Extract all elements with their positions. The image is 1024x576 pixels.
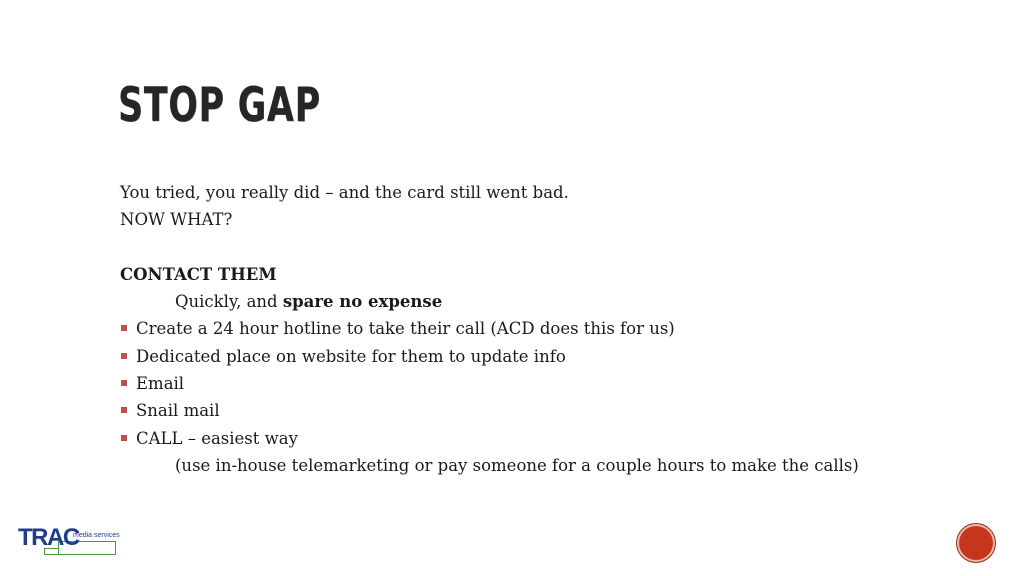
logo-brand: TRAC bbox=[18, 524, 79, 551]
bullet-item-email bbox=[120, 370, 980, 397]
final-note: (use in-house telemarketing or pay someone for a couple hours to make the calls) bbox=[175, 455, 859, 475]
sub-line-prefix: Quickly, and bbox=[175, 292, 283, 312]
bullet-icon bbox=[121, 380, 127, 386]
trac-logo bbox=[18, 526, 118, 558]
page-number-badge bbox=[957, 524, 995, 562]
intro-line-2: NOW WHAT? bbox=[120, 210, 233, 230]
intro-line-1: You tried, you really did – and the card still went bad. bbox=[120, 183, 569, 202]
section-heading: CONTACT THEM bbox=[120, 264, 277, 284]
bullet-item-hotline bbox=[120, 315, 980, 342]
bullet-text: CALL – easiest way bbox=[136, 428, 298, 448]
slide-body bbox=[120, 179, 980, 479]
logo-subtitle: media services bbox=[73, 532, 120, 539]
bullet-item-website bbox=[120, 343, 980, 370]
bullet-text: Create a 24 hour hotline to take their call (ACD does this for us) bbox=[136, 319, 675, 339]
bullet-text: Snail mail bbox=[136, 401, 220, 421]
sub-line-emphasis: spare no expense bbox=[282, 292, 443, 312]
bullet-text: Dedicated place on website for them to update info bbox=[136, 346, 566, 366]
bullet-icon bbox=[121, 407, 127, 413]
bullet-text: Email bbox=[136, 374, 185, 394]
sub-line bbox=[120, 288, 980, 315]
bullet-icon bbox=[121, 353, 127, 359]
bullet-item-snail-mail bbox=[120, 397, 980, 424]
bullet-item-call bbox=[120, 425, 980, 452]
slide-title: STOP GAP bbox=[118, 78, 321, 133]
bullet-icon bbox=[121, 325, 127, 331]
bullet-icon bbox=[121, 435, 127, 441]
spacer bbox=[120, 234, 980, 261]
